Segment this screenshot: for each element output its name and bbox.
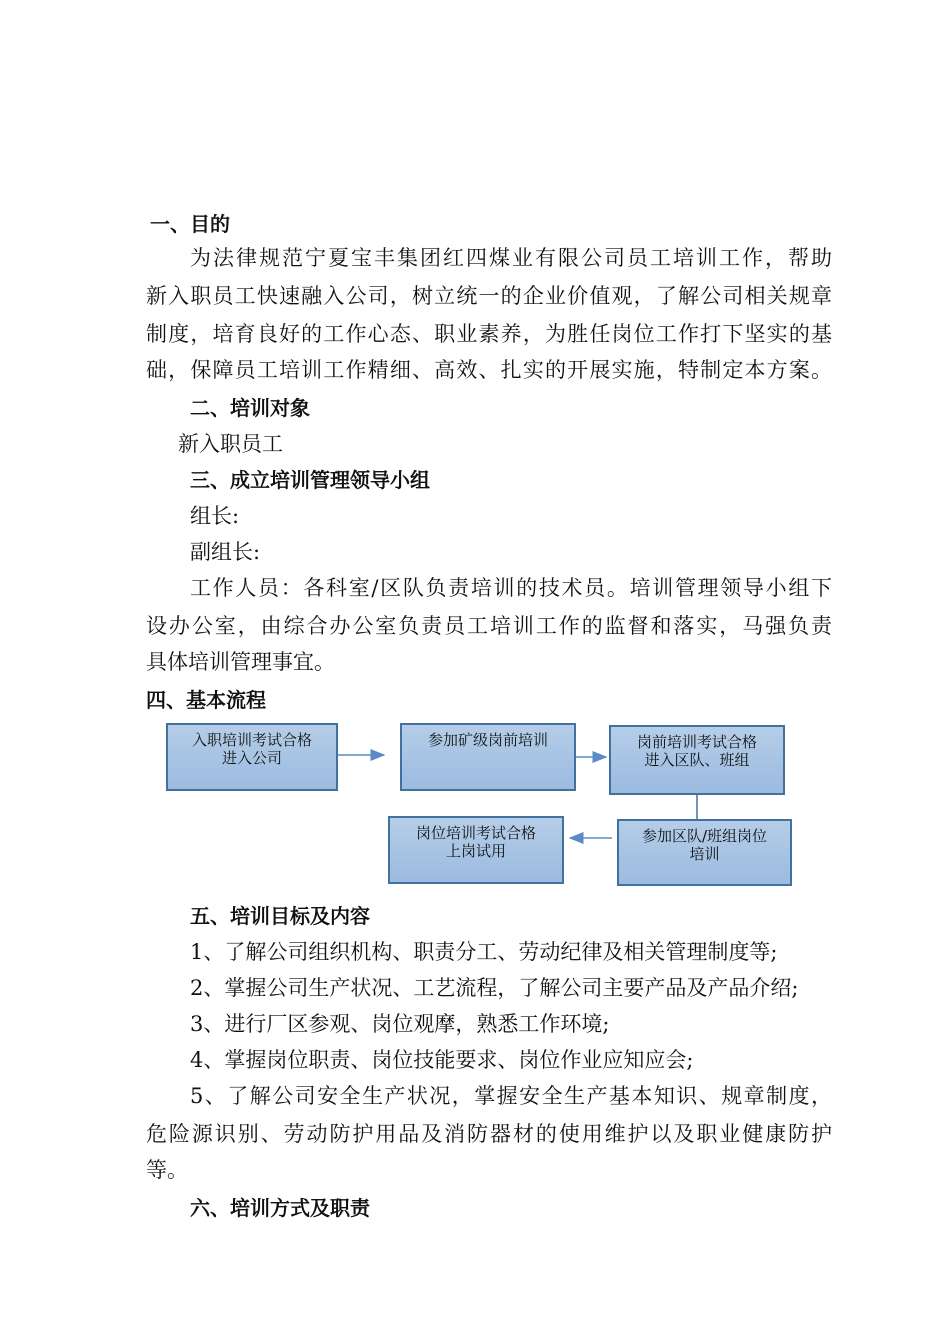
flow-step-pre-job-exam-line-1: 岗前培训考试合格 [636,733,757,751]
section-5-heading: 五、培训目标及内容 [190,904,370,928]
flow-step-entry-line-2: 进入公司 [221,749,282,767]
flow-step-mine-training-line-1: 参加矿级岗前培训 [427,731,548,749]
section-1-line-2: 新入职员工快速融入公司，树立统一的企业价值观，了解公司相关规章 [146,284,832,308]
goal-item-3: 3、进行厂区参观、岗位观摩，熟悉工作环境; [190,1012,610,1036]
flow-step-post-exam [388,816,564,884]
flow-step-team-training [617,819,792,886]
section-6-heading: 六、培训方式及职责 [190,1196,370,1220]
flow-step-pre-job-exam-line-2: 进入区队、班组 [644,751,750,769]
goal-item-5-cont-2: 等。 [146,1158,188,1182]
section-1-heading: 一、目的 [150,212,230,236]
section-3-line-1: 工作人员：各科室/区队负责培训的技术员。培训管理领导小组下 [190,576,832,600]
goal-item-5: 5、了解公司安全生产状况，掌握安全生产基本知识、规章制度， [190,1084,832,1108]
flow-step-team-training-line-2: 培训 [689,845,720,863]
flow-step-mine-training [400,723,576,791]
section-3-line-2: 设办公室，由综合办公室负责员工培训工作的监督和落实，马强负责 [146,614,832,638]
flow-step-pre-job-exam [609,725,785,795]
goal-item-1: 1、了解公司组织机构、职责分工、劳动纪律及相关管理制度等; [190,940,778,964]
section-2-heading: 二、培训对象 [190,396,310,420]
goal-item-4: 4、掌握岗位职责、岗位技能要求、岗位作业应知应会; [190,1048,694,1072]
flow-step-entry-line-1: 入职培训考试合格 [191,731,312,749]
section-1-line-1: 为法律规范宁夏宝丰集团红四煤业有限公司员工培训工作，帮助 [190,246,832,270]
section-2-body: 新入职员工 [178,432,283,456]
section-4-heading: 四、基本流程 [146,688,266,712]
flow-step-post-exam-line-1: 岗位培训考试合格 [415,824,536,842]
goal-item-5-cont-1: 危险源识别、劳动防护用品及消防器材的使用维护以及职业健康防护 [146,1122,832,1146]
flow-step-entry [166,723,338,791]
goal-item-2: 2、掌握公司生产状况、工艺流程，了解公司主要产品及产品介绍; [190,976,799,1000]
section-3-line-3: 具体培训管理事宜。 [146,650,335,674]
section-3-heading: 三、成立培训管理领导小组 [190,468,430,492]
section-1-line-4: 础，保障员工培训工作精细、高效、扎实的开展实施，特制定本方案。 [146,358,832,382]
flow-step-post-exam-line-2: 上岗试用 [445,842,506,860]
deputy-leader-line: 副组长: [190,540,261,564]
flow-step-team-training-line-1: 参加区队/班组岗位 [641,827,768,845]
group-leader-line: 组长: [190,504,240,528]
section-1-line-3: 制度，培育良好的工作心态、职业素养，为胜任岗位工作打下坚实的基 [146,322,832,346]
